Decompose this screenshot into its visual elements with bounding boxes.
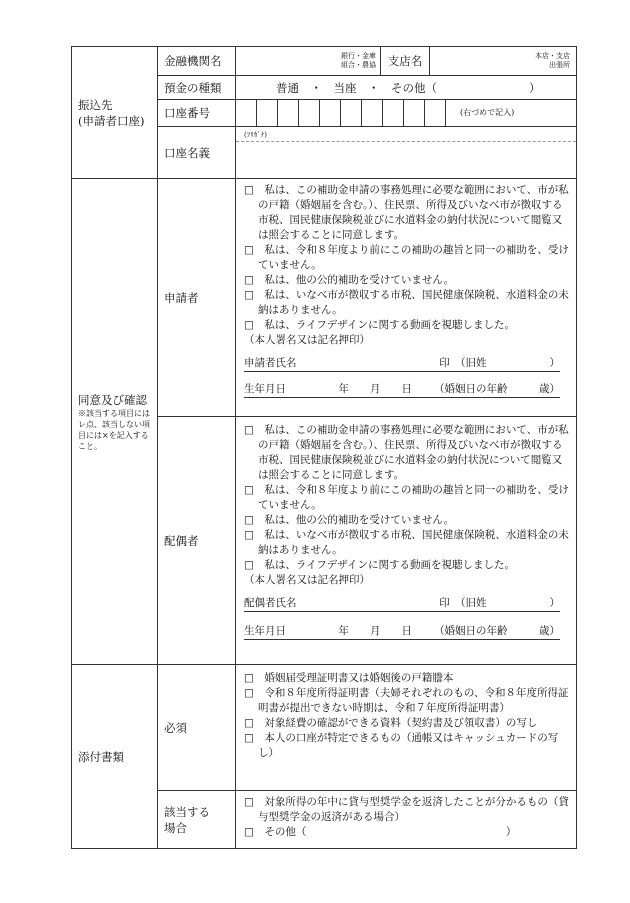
spouse-sign-note: （本人署名又は記名押印）	[244, 574, 370, 586]
consent-section-label: 同意及び確認 ※該当する項目にはレ点、該当しない項目には×を記入すること。	[72, 179, 158, 665]
transfer-section-label: 振込先 (申請者口座)	[72, 47, 158, 179]
spouse-check-item[interactable]: □ 私は、いなべ市が徴収する市税、国民健康保険税、水道料金の未納はありません。	[244, 529, 569, 556]
applicant-check-item[interactable]: □ 私は、ライフデザインに関する動画を視聴しました。	[244, 319, 516, 331]
account-holder-label: 口座名義	[158, 127, 236, 179]
applicant-check-item[interactable]: □ 私は、この補助金申請の事務処理に必要な範囲において、市が私の戸籍（婚姻届を含む。）、住民票、所得及びいなべ市が徴収する市税、国民健康保険税並びに水道料金の納付状況について閲覧又は照会することに同意します。	[244, 184, 569, 241]
account-number-note: (右づめで記入)	[460, 108, 515, 117]
account-digit-box[interactable]	[299, 100, 320, 126]
applicant-name-line[interactable]: 申請者氏名 印 （旧姓 ）	[244, 356, 560, 372]
applicant-sign-note: （本人署名又は記名押印）	[244, 334, 370, 346]
required-docs-cell	[236, 665, 577, 791]
required-doc-item[interactable]: □ 令和８年度所得証明書（夫婦それぞれのもの、令和８年度所得証明書が提出できない時期は、令和７年度所得証明書）	[244, 687, 569, 714]
applicant-label: 申請者	[158, 179, 236, 417]
account-number-cell[interactable]	[236, 100, 577, 127]
account-digit-box[interactable]	[383, 100, 404, 126]
applicant-consent-cell	[236, 179, 577, 417]
conditional-doc-item[interactable]: □ 対象所得の年中に貸与型奨学金を返済したことが分かるもの（貸与型奨学金の返済がある場合）	[244, 796, 569, 823]
spouse-check-item[interactable]: □ 私は、令和８年度より前にこの補助の趣旨と同一の補助を、受けていません。	[244, 484, 569, 511]
conditional-doc-item[interactable]: □ その他（ ）	[244, 826, 517, 838]
account-digit-box[interactable]	[236, 100, 257, 126]
applicant-check-item[interactable]: □ 私は、他の公的補助を受けていません。	[244, 274, 455, 286]
deposit-type-options[interactable]: 普通 ・ 当座 ・ その他（ ）	[236, 76, 577, 100]
applicant-birth-line[interactable]: 生年月日 年 月 日 （婚姻日の年齢 歳）	[244, 382, 560, 398]
required-doc-item[interactable]: □ 対象経費の確認ができる資料（契約書及び領収書）の写し	[244, 717, 538, 729]
spouse-check-item[interactable]: □ 私は、ライフデザインに関する動画を視聴しました。	[244, 559, 516, 571]
spouse-consent-cell	[236, 417, 577, 665]
required-label: 必須	[158, 665, 236, 791]
account-digit-box[interactable]	[341, 100, 362, 126]
account-digit-box[interactable]	[362, 100, 383, 126]
conditional-docs-cell	[236, 791, 577, 849]
account-digit-box[interactable]	[257, 100, 278, 126]
spouse-birth-line[interactable]: 生年月日 年 月 日 （婚姻日の年齢 歳）	[244, 624, 560, 640]
spouse-label: 配偶者	[158, 417, 236, 665]
deposit-type-label: 預金の種類	[158, 76, 236, 100]
account-digit-box[interactable]	[278, 100, 299, 126]
account-digit-box[interactable]	[425, 100, 446, 126]
spouse-check-item[interactable]: □ 私は、この補助金申請の事務処理に必要な範囲において、市が私の戸籍（婚姻届を含む。）、住民票、所得及びいなべ市が徴収する市税、国民健康保険税並びに水道料金の納付状況について閲覧又は照会することに同意します。	[244, 424, 569, 481]
attachments-section-label: 添付書類	[72, 665, 158, 849]
bank-name-cell[interactable]	[236, 47, 577, 76]
spouse-name-line[interactable]: 配偶者氏名 印 （旧姓 ）	[244, 596, 560, 612]
bank-name-label: 金融機関名	[158, 47, 236, 76]
conditional-label: 該当する 場合	[158, 791, 236, 849]
required-doc-item[interactable]: □ 本人の口座が特定できるもの（通帳又はキャッシュカードの写し）	[244, 732, 559, 759]
applicant-check-item[interactable]: □ 私は、令和８年度より前にこの補助の趣旨と同一の補助を、受けていません。	[244, 244, 569, 271]
account-number-label: 口座番号	[158, 100, 236, 127]
account-holder-cell[interactable]	[236, 127, 577, 179]
required-doc-item[interactable]: □ 婚姻届受理証明書又は婚姻後の戸籍謄本	[244, 672, 454, 684]
applicant-check-item[interactable]: □ 私は、いなべ市が徴収する市税、国民健康保険税、水道料金の未納はありません。	[244, 289, 569, 316]
branch-label: 支店名	[380, 47, 430, 75]
account-digit-box[interactable]	[320, 100, 341, 126]
furigana-label: (ﾌﾘｶﾞﾅ)	[236, 127, 576, 142]
spouse-check-item[interactable]: □ 私は、他の公的補助を受けていません。	[244, 514, 455, 526]
account-digit-box[interactable]	[404, 100, 425, 126]
application-form	[71, 46, 577, 849]
bank-type: 銀行・金庫 組合・農協	[341, 52, 376, 69]
branch-type: 本店・支店 出張所	[535, 52, 570, 69]
